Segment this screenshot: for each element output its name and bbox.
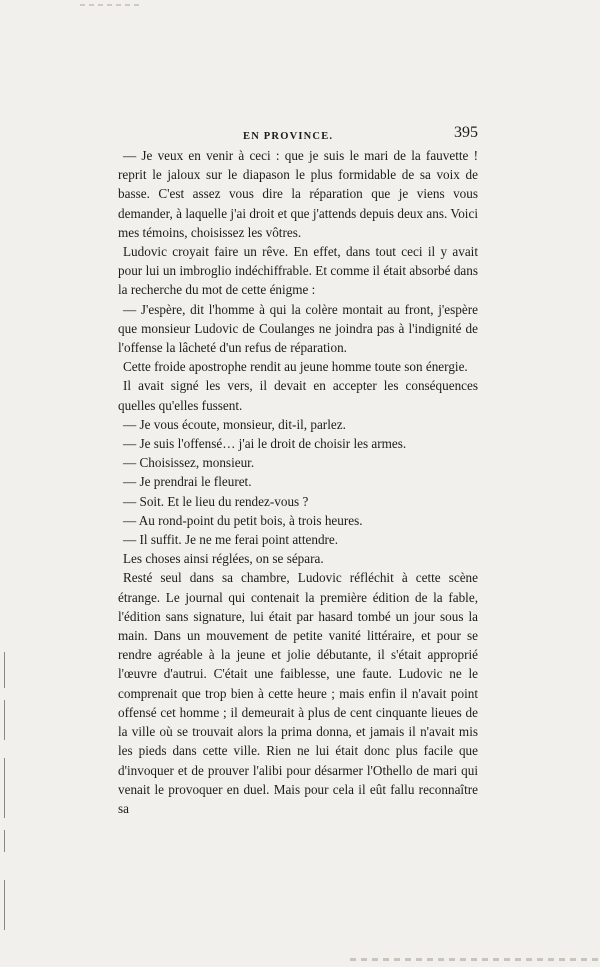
paragraph: Resté seul dans sa chambre, Ludovic réfléchit à cette scène étrange. Le journal qui contenait la première édition de la fable, l'édition sans signature, lui était par hasard tombé un jour sous la main. Dans un mouvement de petite vanité littéraire, et pour se rendre agréable à la jeune et jolie débutante, il s'était approprié l'œuvre d'autrui. C'était une faiblesse, une faute. Ludovic ne le comprenait que trop bien à cette heure ; mais enfin il n'avait point offensé cet homme ; il demeurait à plus de cent cinquante lieues de la ville où se trouvait alors la prima donna, et jamais il n'avait mis les pieds dans cette ville. Rien ne lui était donc plus facile que d'invoquer et de prouver l'alibi pour désarmer l'Othello de mari qui venait le provoquer en duel. Mais pour cela il eût fallu reconnaître sa (118, 570, 478, 816)
dialogue-line: — Soit. Et le lieu du rendez-vous ? (123, 493, 309, 509)
paragraph: — Je veux en venir à ceci : que je suis le mari de la fauvette ! reprit le jaloux sur le diapason le plus formidable de sa voix de basse. C'est assez vous dire la réparation que je viens vous demander, à laquelle j'ai droit et que j'attends depuis deux ans. Voici mes témoins, choisissez les vôtres. (118, 148, 478, 240)
dialogue-line: — Je prendrai le fleuret. (123, 474, 252, 490)
running-title: EN PROVINCE. (243, 131, 334, 142)
dialogue-line: — Je vous écoute, monsieur, dit-il, parlez. (123, 416, 346, 432)
page-header (118, 124, 478, 146)
paragraph: Ludovic croyait faire un rêve. En effet, dans tout ceci il y avait pour lui un imbroglio indéchiffrable. Et comme il était absorbé dans la recherche du mot de cette énigme : (118, 244, 478, 298)
dialogue-line: — Au rond-point du petit bois, à trois heures. (123, 512, 363, 528)
scan-margin-marks (0, 0, 12, 967)
paragraph: Les choses ainsi réglées, on se sépara. (123, 551, 324, 567)
dialogue-line: — Choisissez, monsieur. (123, 455, 255, 471)
paragraph: Cette froide apostrophe rendit au jeune homme toute son énergie. (123, 359, 468, 375)
dialogue-line: — Il suffit. Je ne me ferai point attendre. (123, 532, 339, 548)
body-text (118, 146, 478, 818)
page-number: 395 (454, 124, 478, 141)
scan-noise (350, 958, 600, 961)
paragraph: — J'espère, dit l'homme à qui la colère montait au front, j'espère que monsieur Ludovic de Coulanges ne joindra pas à l'indignité de l'offense la lâcheté d'un refus de réparation. (118, 301, 478, 356)
paragraph: Il avait signé les vers, il devait en accepter les conséquences quelles qu'elles fussent. (118, 378, 478, 413)
dialogue-line: — Je suis l'offensé… j'ai le droit de choisir les armes. (123, 436, 407, 452)
scan-noise (80, 4, 140, 6)
